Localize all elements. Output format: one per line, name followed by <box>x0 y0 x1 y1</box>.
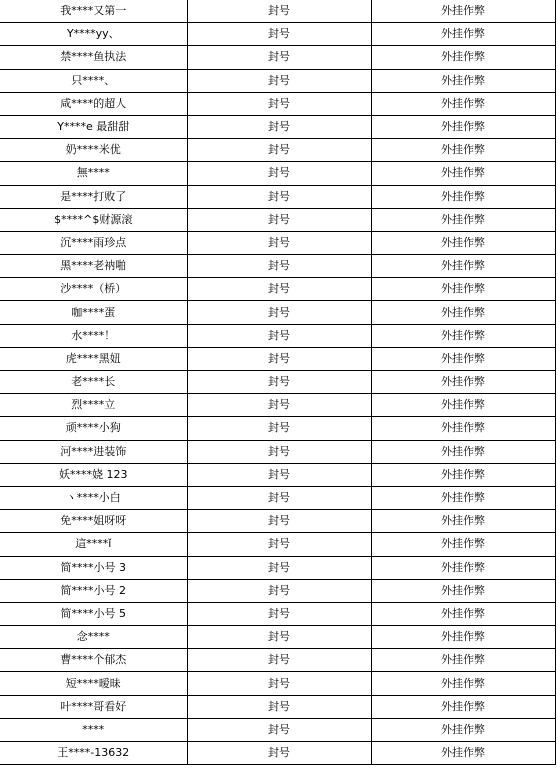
table-row <box>0 278 555 301</box>
table-row <box>0 394 555 417</box>
penalty-cell: 封号 <box>187 556 371 579</box>
reason-cell: 外挂作弊 <box>371 162 555 185</box>
player-name-cell: 简****小号 2 <box>0 579 187 602</box>
table-row <box>0 510 555 533</box>
reason-cell: 外挂作弊 <box>371 278 555 301</box>
table-row <box>0 463 555 486</box>
reason-cell: 外挂作弊 <box>371 301 555 324</box>
table-row <box>0 742 555 765</box>
penalty-cell: 封号 <box>187 486 371 509</box>
table-row <box>0 533 555 556</box>
reason-cell: 外挂作弊 <box>371 69 555 92</box>
reason-cell: 外挂作弊 <box>371 718 555 741</box>
table-row <box>0 0 555 23</box>
table-row <box>0 69 555 92</box>
player-name-cell: 念**** <box>0 626 187 649</box>
penalty-cell: 封号 <box>187 742 371 765</box>
reason-cell: 外挂作弊 <box>371 115 555 138</box>
table-row <box>0 46 555 69</box>
penalty-cell: 封号 <box>187 115 371 138</box>
penalty-cell: 封号 <box>187 162 371 185</box>
reason-cell: 外挂作弊 <box>371 46 555 69</box>
table-row <box>0 649 555 672</box>
penalty-cell: 封号 <box>187 301 371 324</box>
table-row <box>0 486 555 509</box>
table-row <box>0 208 555 231</box>
penalty-cell: 封号 <box>187 347 371 370</box>
player-name-cell: 妖****娆 123 <box>0 463 187 486</box>
table-row <box>0 347 555 370</box>
player-name-cell: Y****e 最甜甜 <box>0 115 187 138</box>
reason-cell: 外挂作弊 <box>371 324 555 347</box>
player-name-cell: 河****进装饰 <box>0 440 187 463</box>
penalty-cell: 封号 <box>187 649 371 672</box>
table-row <box>0 579 555 602</box>
reason-cell: 外挂作弊 <box>371 255 555 278</box>
penalty-cell: 封号 <box>187 695 371 718</box>
table-row <box>0 556 555 579</box>
player-name-cell: 奶****米优 <box>0 139 187 162</box>
player-name-cell: 咸****的超人 <box>0 92 187 115</box>
table-row <box>0 417 555 440</box>
table-row <box>0 301 555 324</box>
player-name-cell: 水****！ <box>0 324 187 347</box>
table-row <box>0 602 555 625</box>
reason-cell: 外挂作弊 <box>371 23 555 46</box>
table-row <box>0 672 555 695</box>
table-row <box>0 23 555 46</box>
penalty-cell: 封号 <box>187 139 371 162</box>
table-row <box>0 718 555 741</box>
reason-cell: 外挂作弊 <box>371 579 555 602</box>
player-name-cell: 简****小号 5 <box>0 602 187 625</box>
reason-cell: 外挂作弊 <box>371 440 555 463</box>
player-name-cell: 短****暧昧 <box>0 672 187 695</box>
penalty-cell: 封号 <box>187 718 371 741</box>
reason-cell: 外挂作弊 <box>371 742 555 765</box>
penalty-cell: 封号 <box>187 510 371 533</box>
reason-cell: 外挂作弊 <box>371 486 555 509</box>
table-row <box>0 92 555 115</box>
player-name-cell: 叶****哥看好 <box>0 695 187 718</box>
penalty-cell: 封号 <box>187 69 371 92</box>
reason-cell: 外挂作弊 <box>371 695 555 718</box>
reason-cell: 外挂作弊 <box>371 602 555 625</box>
reason-cell: 外挂作弊 <box>371 92 555 115</box>
reason-cell: 外挂作弊 <box>371 371 555 394</box>
player-name-cell: 黑****老衲啪 <box>0 255 187 278</box>
player-name-cell: 我****又第一 <box>0 0 187 23</box>
player-name-cell: $****^$财源滚 <box>0 208 187 231</box>
table-row <box>0 255 555 278</box>
table-row <box>0 115 555 138</box>
player-name-cell: ヽ****小白 <box>0 486 187 509</box>
reason-cell: 外挂作弊 <box>371 556 555 579</box>
player-name-cell: 只****、 <box>0 69 187 92</box>
table-row <box>0 139 555 162</box>
penalty-cell: 封号 <box>187 579 371 602</box>
player-name-cell: 沙****（桥） <box>0 278 187 301</box>
reason-cell: 外挂作弊 <box>371 208 555 231</box>
player-name-cell: 是****打败了 <box>0 185 187 208</box>
penalty-cell: 封号 <box>187 533 371 556</box>
player-name-cell: 這****ǐ <box>0 533 187 556</box>
reason-cell: 外挂作弊 <box>371 533 555 556</box>
player-name-cell: Y****yy、 <box>0 23 187 46</box>
penalty-cell: 封号 <box>187 0 371 23</box>
player-name-cell: 曹****个郁杰 <box>0 649 187 672</box>
penalty-cell: 封号 <box>187 324 371 347</box>
player-name-cell: **** <box>0 718 187 741</box>
player-name-cell: 咖****蛋 <box>0 301 187 324</box>
penalty-cell: 封号 <box>187 255 371 278</box>
penalty-cell: 封号 <box>187 602 371 625</box>
player-name-cell: 無**** <box>0 162 187 185</box>
reason-cell: 外挂作弊 <box>371 139 555 162</box>
reason-cell: 外挂作弊 <box>371 463 555 486</box>
table-row <box>0 371 555 394</box>
penalty-cell: 封号 <box>187 672 371 695</box>
penalty-cell: 封号 <box>187 92 371 115</box>
penalty-cell: 封号 <box>187 231 371 254</box>
penalty-cell: 封号 <box>187 626 371 649</box>
reason-cell: 外挂作弊 <box>371 672 555 695</box>
penalty-cell: 封号 <box>187 23 371 46</box>
penalty-cell: 封号 <box>187 208 371 231</box>
reason-cell: 外挂作弊 <box>371 626 555 649</box>
player-name-cell: 免****姐呀呀 <box>0 510 187 533</box>
reason-cell: 外挂作弊 <box>371 185 555 208</box>
table-row <box>0 185 555 208</box>
reason-cell: 外挂作弊 <box>371 347 555 370</box>
penalty-cell: 封号 <box>187 417 371 440</box>
table-row <box>0 162 555 185</box>
reason-cell: 外挂作弊 <box>371 417 555 440</box>
player-name-cell: 老****长 <box>0 371 187 394</box>
penalty-cell: 封号 <box>187 46 371 69</box>
reason-cell: 外挂作弊 <box>371 0 555 23</box>
penalty-cell: 封号 <box>187 185 371 208</box>
player-name-cell: 沉****雨珍点 <box>0 231 187 254</box>
penalty-cell: 封号 <box>187 371 371 394</box>
player-name-cell: 简****小号 3 <box>0 556 187 579</box>
table-row <box>0 626 555 649</box>
player-name-cell: 禁****鱼执法 <box>0 46 187 69</box>
player-name-cell: 王****-13632 <box>0 742 187 765</box>
penalty-cell: 封号 <box>187 440 371 463</box>
table-row <box>0 695 555 718</box>
player-name-cell: 虎****黑妞 <box>0 347 187 370</box>
table-row <box>0 231 555 254</box>
reason-cell: 外挂作弊 <box>371 231 555 254</box>
reason-cell: 外挂作弊 <box>371 394 555 417</box>
penalty-cell: 封号 <box>187 394 371 417</box>
reason-cell: 外挂作弊 <box>371 649 555 672</box>
player-name-cell: 烈****立 <box>0 394 187 417</box>
table-row <box>0 440 555 463</box>
penalty-cell: 封号 <box>187 278 371 301</box>
penalty-cell: 封号 <box>187 463 371 486</box>
table-row <box>0 324 555 347</box>
player-name-cell: 顽****小狗 <box>0 417 187 440</box>
reason-cell: 外挂作弊 <box>371 510 555 533</box>
